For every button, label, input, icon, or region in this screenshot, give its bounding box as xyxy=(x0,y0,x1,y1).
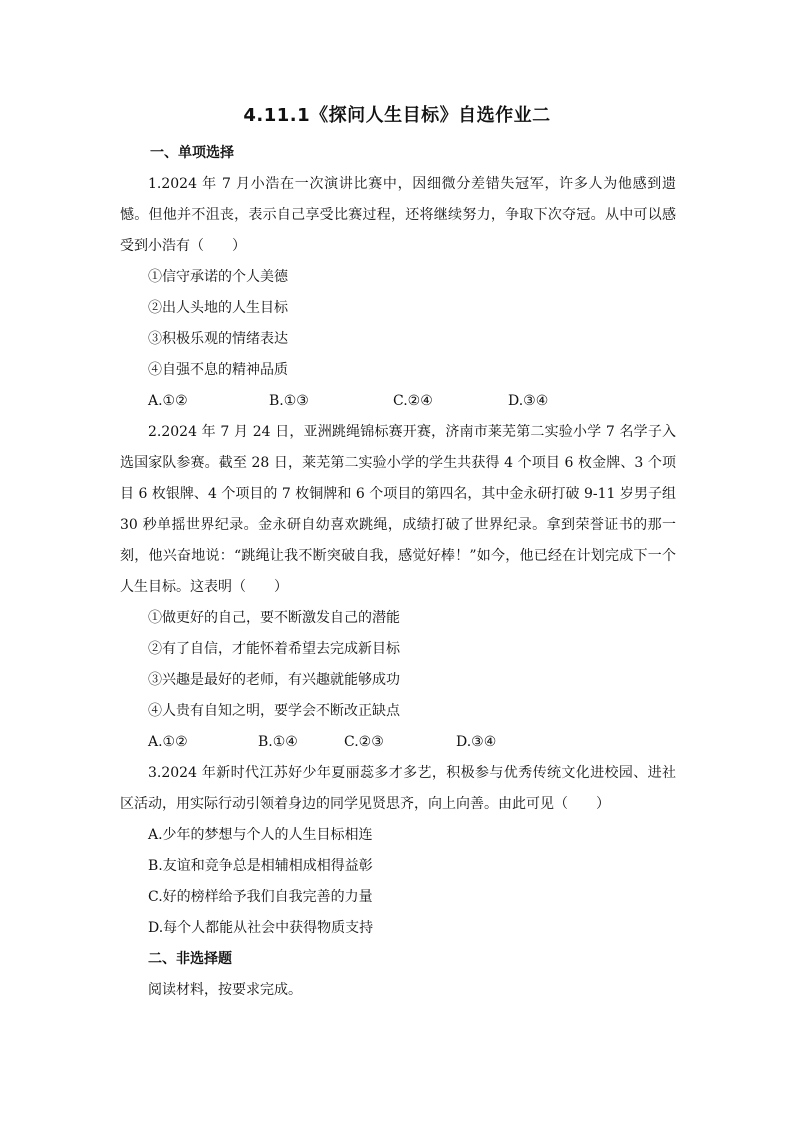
question-2-option-3: ③兴趣是最好的老师，有兴趣就能够成功 xyxy=(148,672,400,688)
section-2-intro: 阅读材料，按要求完成。 xyxy=(148,982,302,998)
page-title: 4.11.1《探问人生目标》自选作业二 xyxy=(243,105,551,126)
question-1-choices xyxy=(120,386,676,417)
question-1-choice-a: A.①② xyxy=(148,393,188,409)
question-1-option-4: ④自强不息的精神品质 xyxy=(148,362,288,378)
question-2-stem: 2.2024 年 7 月 24 日，亚洲跳绳锦标赛开赛，济南市莱芜第二实验小学 7 名学子入选国家队参赛。截至 28 日，莱芜第二实验小学的学生共获得 4 个项目 6 枚金牌、3 个项目 6 枚银牌、4 个项目的 7 枚铜牌和 6 个项目的第四名，其中金永研打破 9-11 岁男子组 30 秒单摇世界纪录。金永研自幼喜欢跳绳，成绩打破了世界纪录。拿到荣誉证书的那一刻，他兴奋地说：“跳绳让我不断突破自我，感觉好棒！”如今，他已经在计划完成下一个人生目标。这表明（ ） xyxy=(120,424,676,595)
question-3-option-b: B.友谊和竞争总是相辅相成相得益彰 xyxy=(148,858,373,874)
question-2-option-4: ④人贵有自知之明，要学会不断改正缺点 xyxy=(148,703,400,719)
question-2-option-1: ①做更好的自己，要不断激发自己的潜能 xyxy=(148,610,400,626)
question-2-choice-d: D.③④ xyxy=(456,734,497,750)
section-heading-single-choice: 一、单项选择 xyxy=(150,145,234,161)
question-2-choice-b: B.①④ xyxy=(258,734,298,750)
question-3-option-a: A.少年的梦想与个人的人生目标相连 xyxy=(148,827,373,843)
question-3-option-c: C.好的榜样给予我们自我完善的力量 xyxy=(148,889,373,905)
question-2-option-2: ②有了自信，才能怀着希望去完成新目标 xyxy=(148,641,400,657)
question-1-choice-b: B.①③ xyxy=(269,393,309,409)
question-1-option-2: ②出人头地的人生目标 xyxy=(148,300,288,316)
question-1-option-1: ①信守承诺的个人美德 xyxy=(148,269,288,285)
document-body xyxy=(120,138,676,1006)
question-2-choice-a: A.①② xyxy=(148,734,188,750)
question-1-option-3: ③积极乐观的情绪表达 xyxy=(148,331,288,347)
question-1-stem: 1.2024 年 7 月小浩在一次演讲比赛中，因细微分差错失冠军，许多人为他感到遗憾。但他并不沮丧，表示自己享受比赛过程，还将继续努力，争取下次夺冠。从中可以感受到小浩有（ ） xyxy=(120,176,676,254)
question-1-choice-c: C.②④ xyxy=(393,393,433,409)
question-2-choices xyxy=(120,727,676,758)
section-heading-non-choice: 二、非选择题 xyxy=(148,951,232,967)
question-3-option-d: D.每个人都能从社会中获得物质支持 xyxy=(148,920,374,936)
question-3-stem: 3.2024 年新时代江苏好少年夏丽蕊多才多艺，积极参与优秀传统文化进校园、进社区活动，用实际行动引领着身边的同学见贤思齐，向上向善。由此可见（ ） xyxy=(120,765,676,812)
question-2-choice-c: C.②③ xyxy=(344,734,384,750)
question-1-choice-d: D.③④ xyxy=(508,393,549,409)
